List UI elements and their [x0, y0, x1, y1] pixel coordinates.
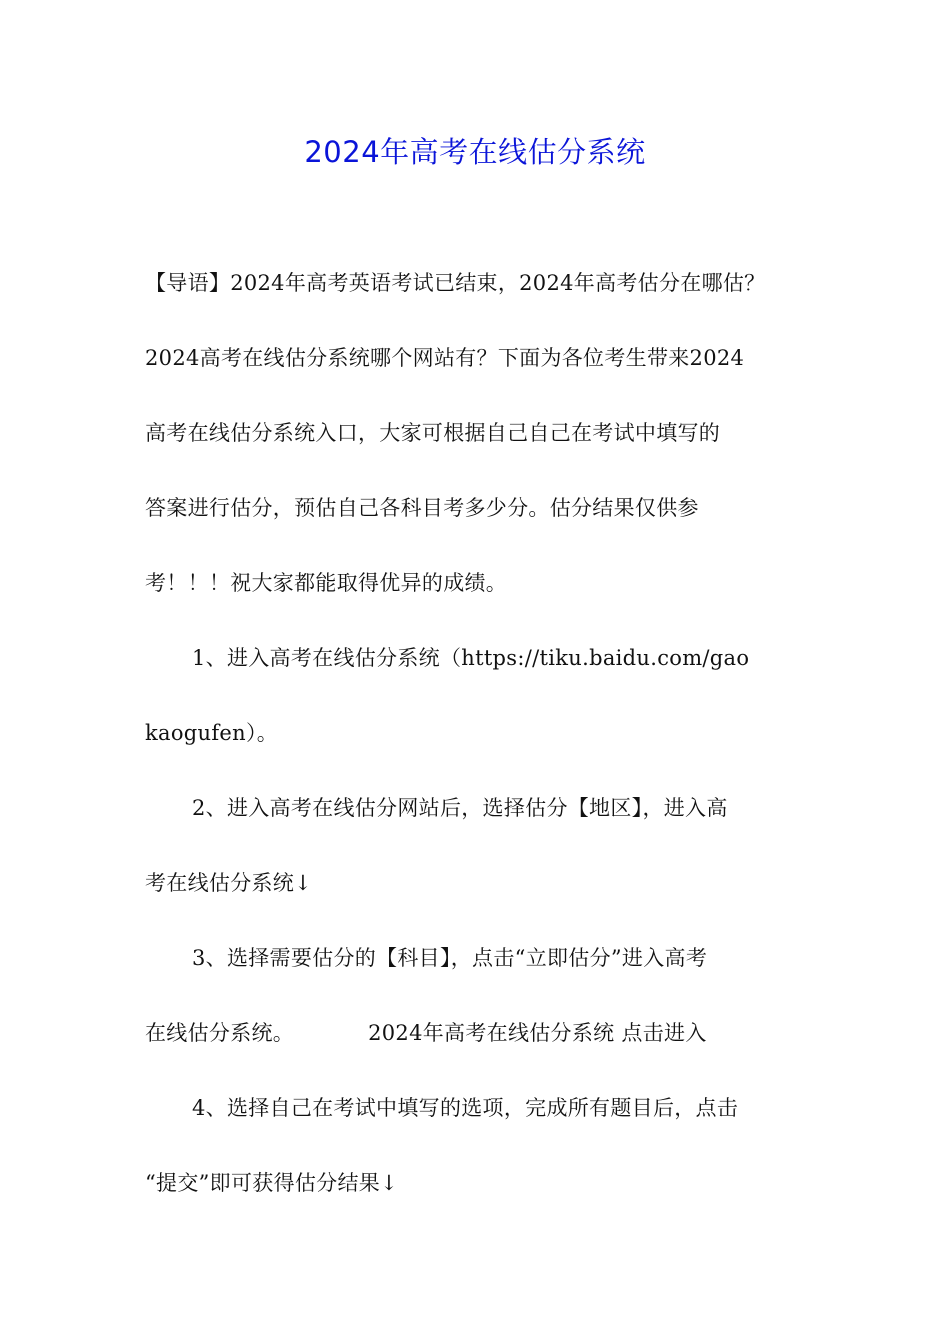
step-3-line: 3、选择需要估分的【科目】，点击“立即估分”进入高考: [192, 946, 708, 970]
system-entry-link[interactable]: 2024年高考在线估分系统 点击进入: [368, 1021, 707, 1045]
paragraph-line: 高考在线估分系统入口，大家可根据自己自己在考试中填写的: [145, 421, 721, 445]
step-3-continuation: [145, 1015, 825, 1051]
paragraph-line: 【导语】2024年高考英语考试已结束，2024年高考估分在哪估？: [145, 271, 766, 295]
paragraph-line: 答案进行估分，预估自己各科目考多少分。估分结果仅供参: [145, 496, 699, 520]
step-3-text: 在线估分系统。: [145, 1021, 295, 1045]
step-2-continuation: 考在线估分系统↓: [145, 871, 312, 895]
step-4-continuation: “提交”即可获得估分结果↓: [145, 1171, 398, 1195]
step-1-url-continuation: kaogufen）。: [145, 721, 279, 745]
step-4-line: 4、选择自己在考试中填写的选项，完成所有题目后，点击: [192, 1096, 739, 1120]
step-1-line: 1、进入高考在线估分系统（https://tiku.baidu.com/gao: [192, 646, 750, 670]
paragraph-line: 考！！！祝大家都能取得优异的成绩。: [145, 571, 508, 595]
step-2-line: 2、进入高考在线估分网站后，选择估分【地区】，进入高: [192, 796, 728, 820]
document-title: 2024年高考在线估分系统: [304, 135, 646, 169]
paragraph-line: 2024高考在线估分系统哪个网站有？下面为各位考生带来2024: [145, 346, 745, 370]
